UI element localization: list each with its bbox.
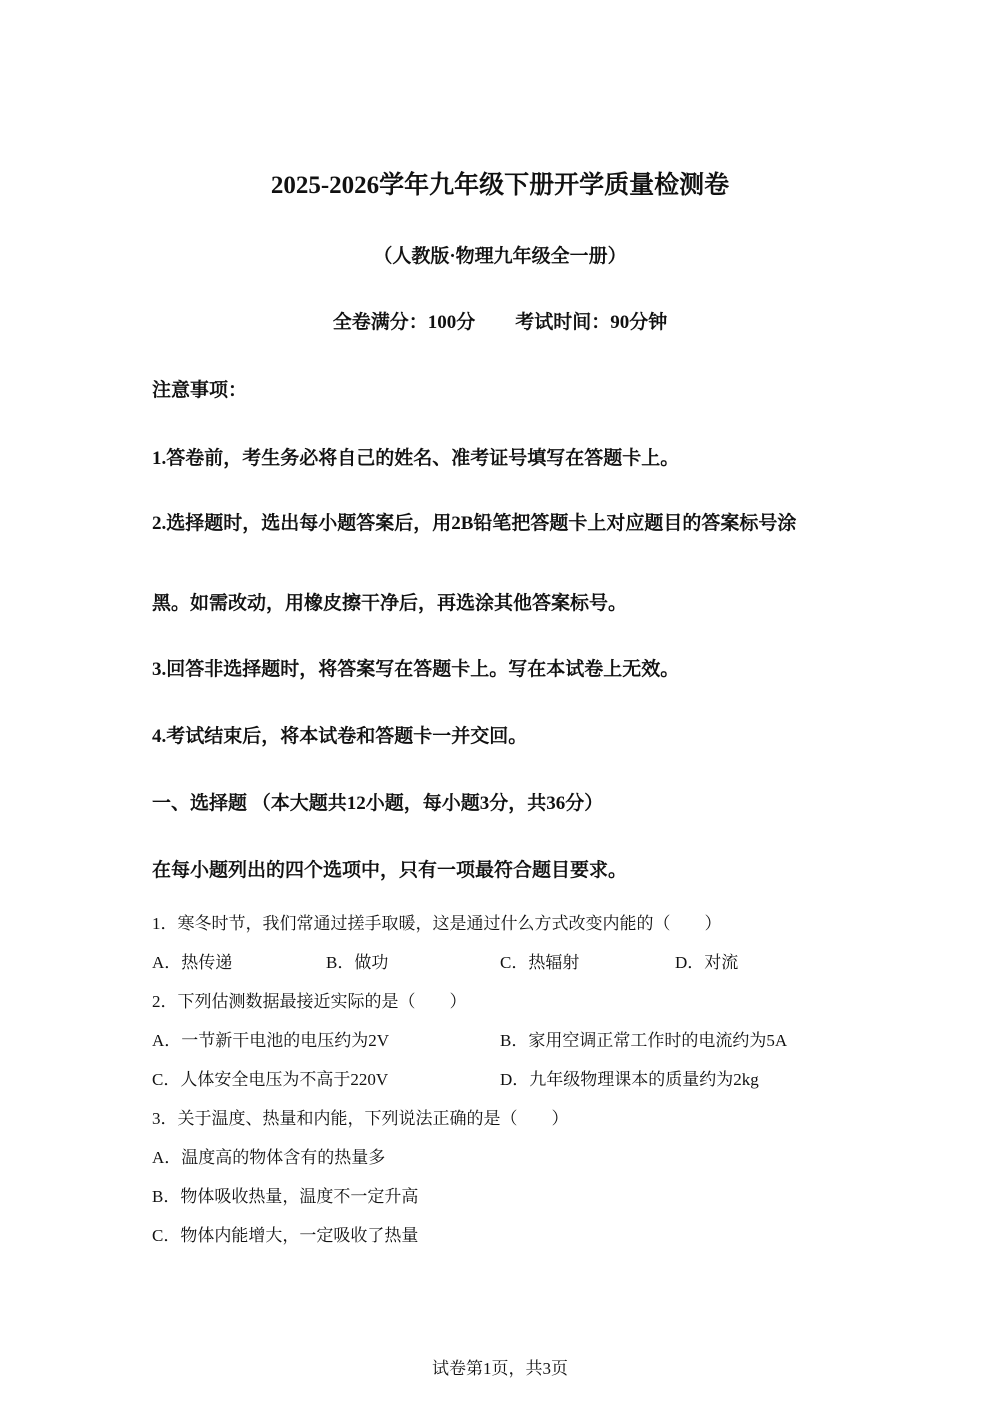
option-d: D．对流: [675, 953, 739, 972]
option-a: A．温度高的物体含有的热量多: [152, 1148, 386, 1167]
page-title: 2025-2026学年九年级下册开学质量检测卷: [270, 172, 730, 199]
option-b: B．做功: [326, 953, 389, 972]
question-stem: 1．寒冬时节，我们常通过搓手取暖，这是通过什么方式改变内能的（ ）: [152, 914, 722, 933]
notice-heading: 注意事项：: [152, 380, 248, 401]
notice-item: 2.选择题时，选出每小题答案后，用2B铅笔把答题卡上对应题目的答案标号涂: [152, 513, 797, 534]
total-score: 全卷满分：100分: [332, 312, 476, 333]
notice-item: 3.回答非选择题时，将答案写在答题卡上。写在本试卷上无效。: [152, 659, 680, 680]
section-heading: 一、选择题 （本大题共12小题，每小题3分，共36分）: [152, 793, 604, 814]
exam-time: 考试时间：90分钟: [515, 312, 668, 333]
notice-item: 1.答卷前，考生务必将自己的姓名、准考证号填写在答题卡上。: [152, 448, 680, 469]
option-d: D．九年级物理课本的质量约为2kg: [500, 1070, 759, 1089]
section-instruction: 在每小题列出的四个选项中，只有一项最符合题目要求。: [152, 860, 628, 881]
notice-item-continued: 黑。如需改动，用橡皮擦干净后，再选涂其他答案标号。: [152, 593, 628, 614]
page-footer: 试卷第1页，共3页: [432, 1359, 568, 1378]
question-stem: 2．下列估测数据最接近实际的是（ ）: [152, 992, 467, 1011]
option-b: B．物体吸收热量，温度不一定升高: [152, 1187, 419, 1206]
option-c: C．人体安全电压为不高于220V: [152, 1070, 389, 1089]
notice-item: 4.考试结束后，将本试卷和答题卡一并交回。: [152, 726, 528, 747]
question-stem: 3．关于温度、热量和内能，下列说法正确的是（ ）: [152, 1109, 569, 1128]
page-subtitle: （人教版·物理九年级全一册）: [373, 246, 627, 267]
option-b: B．家用空调正常工作时的电流约为5A: [500, 1031, 788, 1050]
option-c: C．物体内能增大，一定吸收了热量: [152, 1226, 419, 1245]
exam-meta: [0, 309, 1000, 337]
option-c: C．热辐射: [500, 953, 580, 972]
option-a: A．一节新干电池的电压约为2V: [152, 1031, 390, 1050]
option-a: A．热传递: [152, 953, 233, 972]
